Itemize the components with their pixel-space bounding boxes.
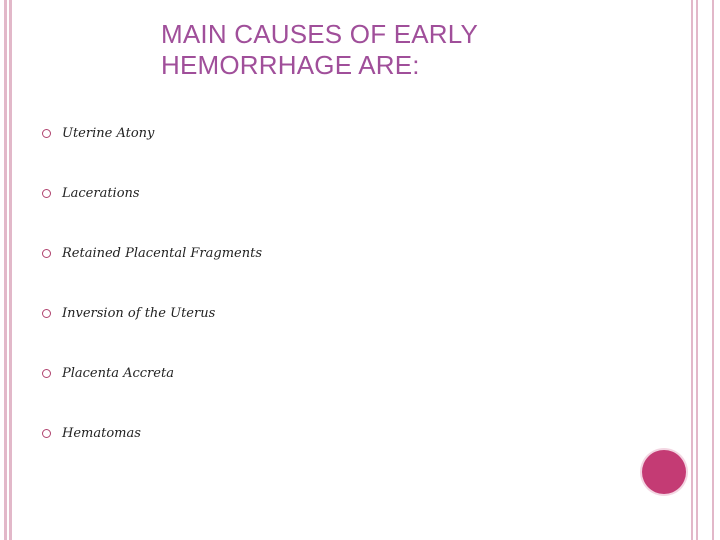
- list-item: [42, 246, 262, 306]
- slide-title-line-2: HEMORRHAGE ARE:: [161, 50, 420, 80]
- bullet-text: Hematomas: [62, 426, 141, 441]
- left-border-line-1: [4, 0, 7, 540]
- bullet-circle-icon: [42, 369, 51, 378]
- bullet-text: Retained Placental Fragments: [62, 246, 262, 261]
- bullet-circle-icon: [42, 309, 51, 318]
- bullet-circle-icon: [42, 249, 51, 258]
- bullet-text: Uterine Atony: [62, 126, 155, 141]
- list-item: [42, 366, 262, 426]
- left-border-line-2: [9, 0, 12, 540]
- bullet-text: Placenta Accreta: [62, 366, 174, 381]
- bullet-text: Lacerations: [62, 186, 140, 201]
- bullet-circle-icon: [42, 129, 51, 138]
- right-border-line-1: [691, 0, 693, 540]
- list-item: [42, 306, 262, 366]
- bullet-text: Inversion of the Uterus: [62, 306, 216, 321]
- slide-title-line-1: MAIN CAUSES OF EARLY: [161, 19, 479, 49]
- list-item: [42, 426, 262, 486]
- list-item: [42, 126, 262, 186]
- decorative-circle-icon: [642, 450, 686, 494]
- slide-title: [161, 19, 581, 81]
- bullet-circle-icon: [42, 189, 51, 198]
- right-border-line-3: [712, 0, 714, 540]
- right-border-line-2: [696, 0, 698, 540]
- bullet-list: [42, 126, 262, 486]
- list-item: [42, 186, 262, 246]
- bullet-circle-icon: [42, 429, 51, 438]
